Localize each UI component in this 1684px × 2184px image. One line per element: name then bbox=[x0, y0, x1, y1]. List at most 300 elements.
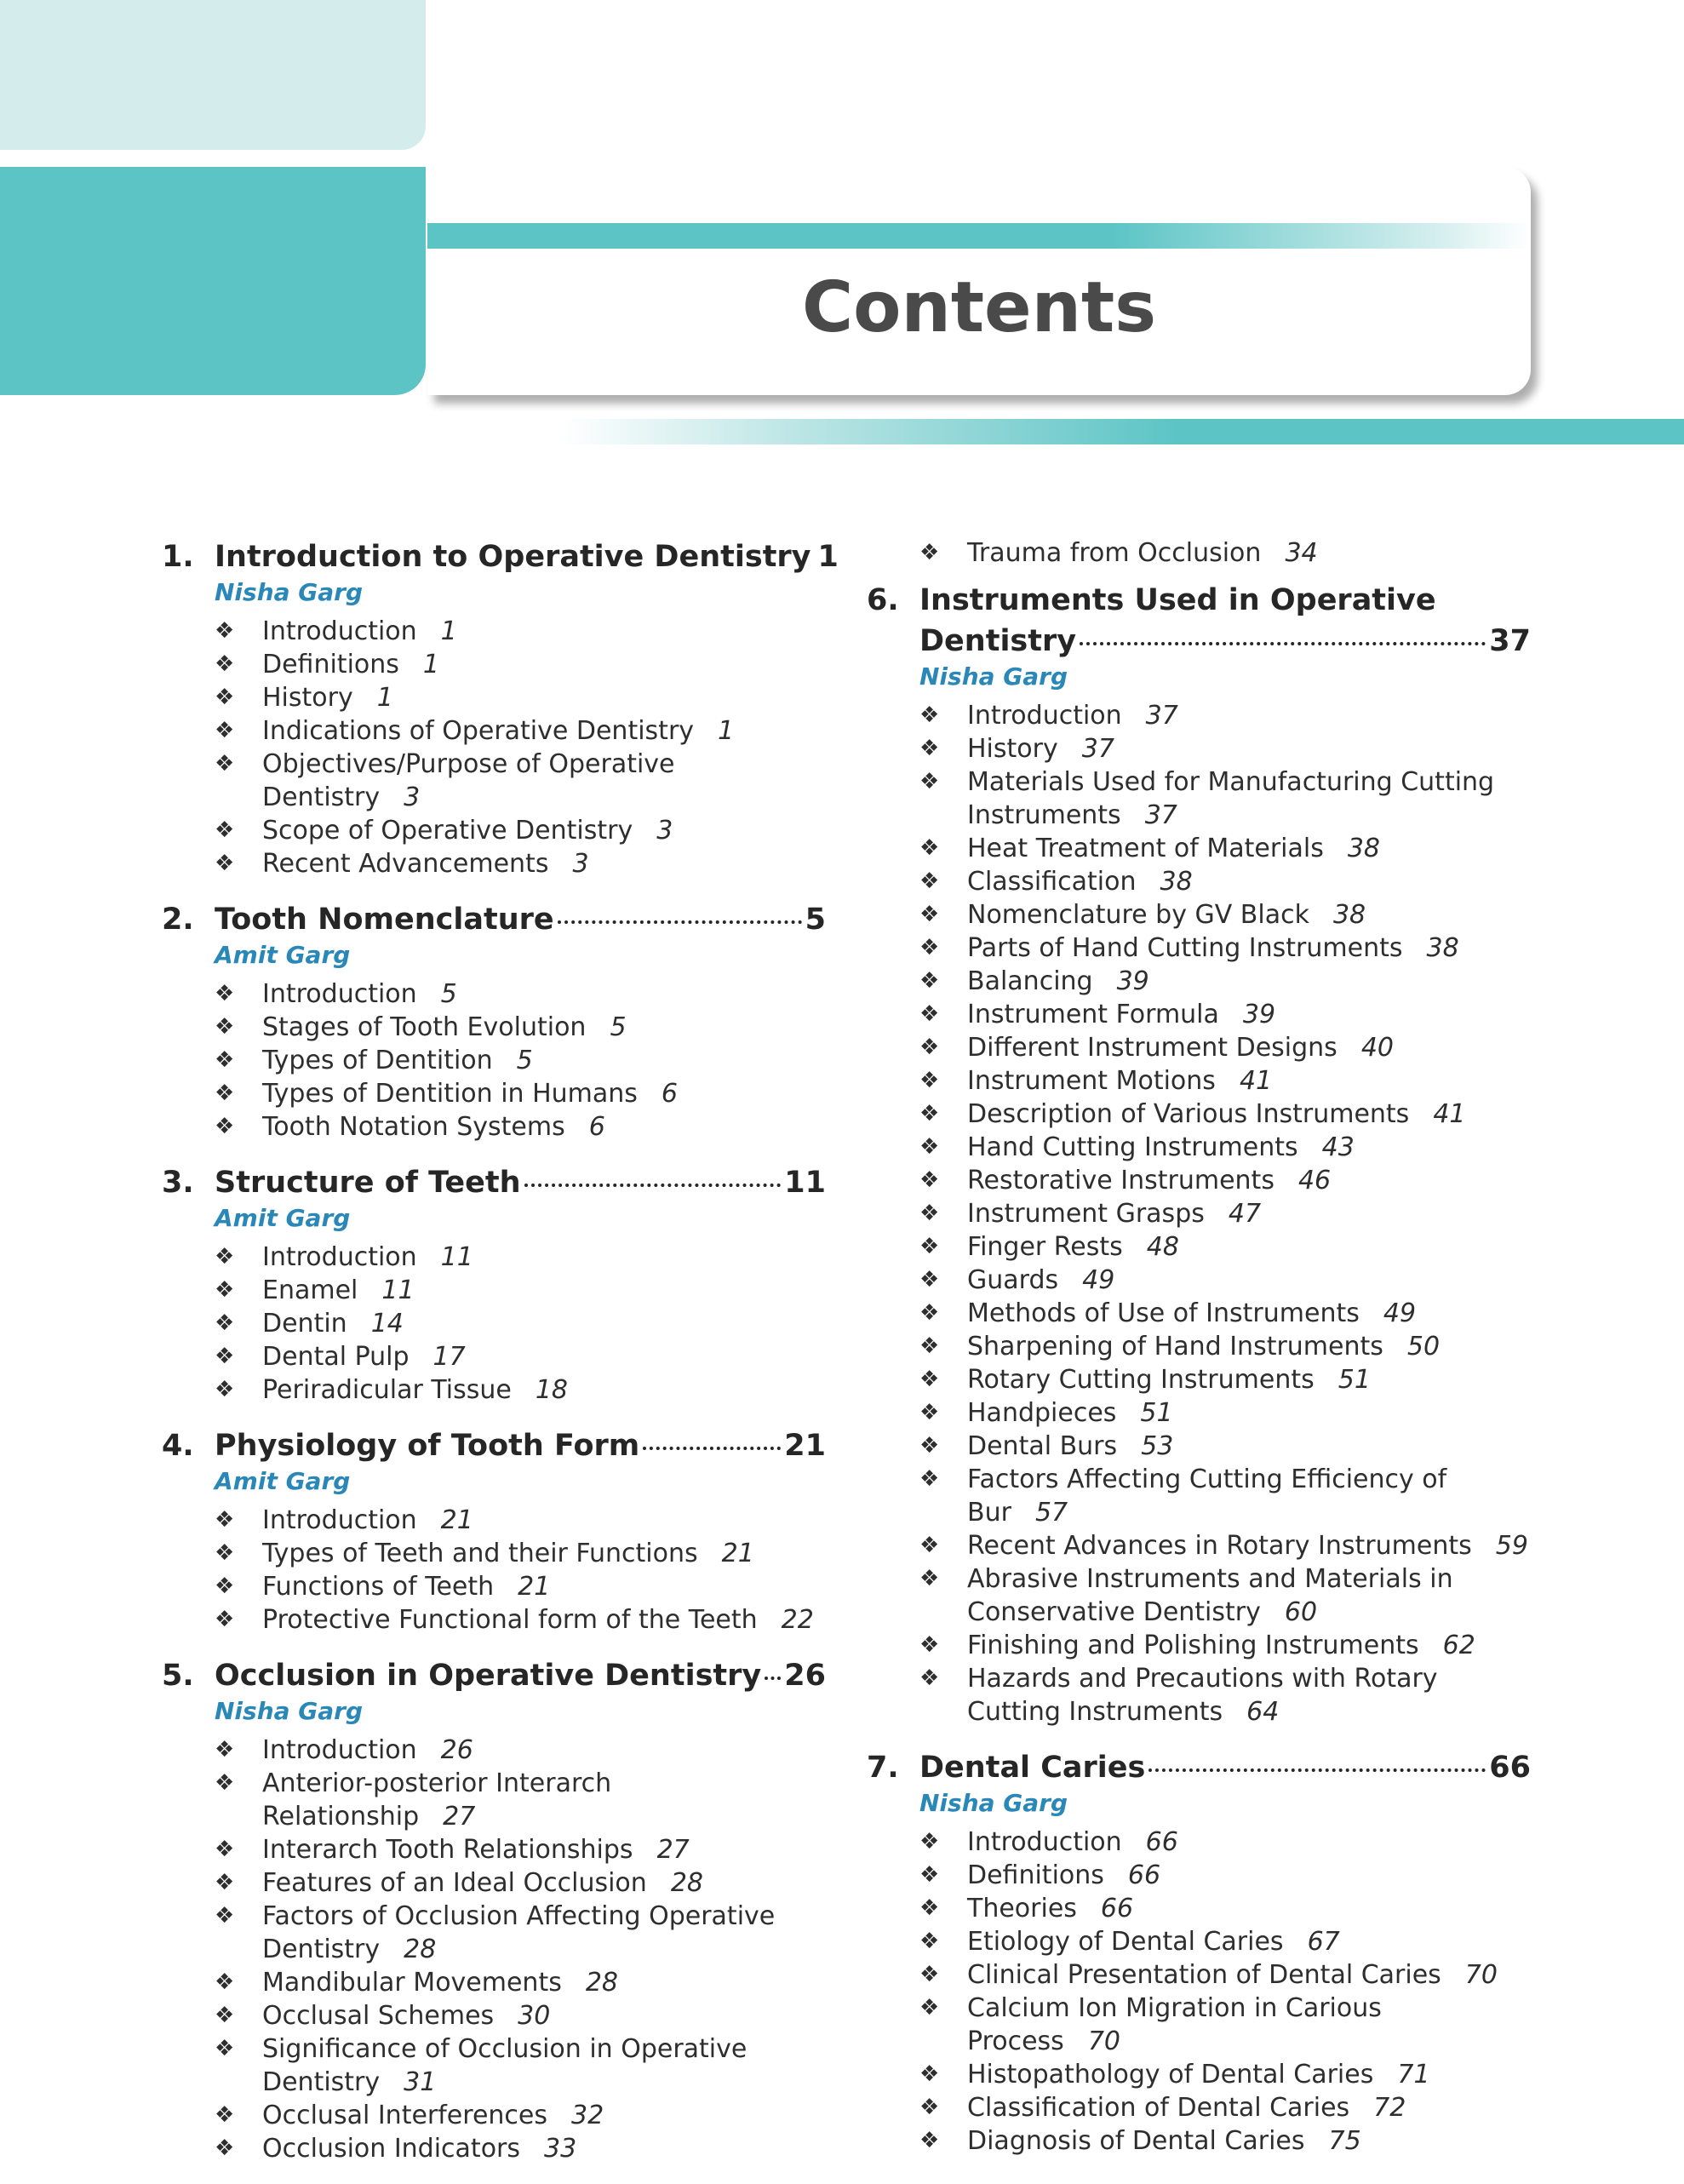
topic-title: Dental Burs bbox=[967, 1431, 1118, 1461]
toc-topic[interactable] bbox=[919, 765, 1531, 832]
topic-title: Finishing and Polishing Instruments bbox=[967, 1631, 1419, 1660]
toc-chapter bbox=[162, 1655, 826, 2165]
chapter-heading[interactable] bbox=[162, 536, 839, 577]
bullet-icon: ❖ bbox=[215, 1969, 235, 1995]
topic-page: 21 bbox=[721, 1539, 754, 1568]
chapter-number: 4. bbox=[162, 1429, 194, 1463]
topic-page: 37 bbox=[1081, 734, 1114, 764]
topic-page: 27 bbox=[443, 1802, 476, 1831]
toc-topic[interactable] bbox=[215, 1734, 826, 1767]
topic-page: 39 bbox=[1242, 1000, 1276, 1029]
leader-dots bbox=[1080, 642, 1486, 645]
bullet-icon: ❖ bbox=[919, 1995, 940, 2021]
chapter-title: Physiology of Tooth Form bbox=[215, 1429, 640, 1463]
toc-topic[interactable] bbox=[919, 1925, 1531, 1958]
chapter-title: Dental Caries bbox=[919, 1751, 1146, 1785]
leader-dots bbox=[643, 1447, 781, 1450]
decor-panel-light bbox=[0, 0, 426, 150]
chapter-heading[interactable] bbox=[867, 580, 1531, 662]
bullet-icon: ❖ bbox=[919, 736, 940, 761]
bullet-icon: ❖ bbox=[215, 1244, 235, 1270]
bullet-icon: ❖ bbox=[215, 618, 235, 644]
toc-topic[interactable] bbox=[919, 1662, 1531, 1728]
bullet-icon: ❖ bbox=[919, 1632, 940, 1658]
toc-topic[interactable] bbox=[215, 2032, 826, 2099]
bullet-icon: ❖ bbox=[919, 902, 940, 927]
topic-page: 5 bbox=[440, 979, 457, 1009]
topic-page: 51 bbox=[1337, 1365, 1371, 1395]
toc-topic[interactable] bbox=[215, 1999, 826, 2032]
topic-title: Protective Functional form of the Teeth bbox=[262, 1605, 758, 1635]
topic-title: Trauma from Occlusion bbox=[967, 538, 1262, 568]
bullet-icon: ❖ bbox=[919, 1367, 940, 1392]
bullet-icon: ❖ bbox=[919, 1101, 940, 1126]
topic-page: 3 bbox=[572, 849, 589, 879]
chapter-number: 3. bbox=[162, 1166, 194, 1200]
topic-title: Dentin bbox=[262, 1309, 347, 1338]
bullet-icon: ❖ bbox=[215, 1081, 235, 1106]
chapter-title: Occlusion in Operative Dentistry bbox=[215, 1659, 762, 1693]
topic-page: 18 bbox=[535, 1375, 568, 1405]
chapter-title: Instruments Used in Operative bbox=[919, 583, 1436, 617]
chapter-author: Amit Garg bbox=[215, 1204, 351, 1232]
toc-topic[interactable] bbox=[215, 1603, 826, 1637]
toc-topic[interactable] bbox=[919, 1098, 1531, 1131]
page-title: Contents bbox=[801, 267, 1157, 348]
bullet-icon: ❖ bbox=[919, 1895, 940, 1921]
topic-list bbox=[162, 1734, 826, 2165]
toc-topic[interactable] bbox=[215, 748, 826, 814]
topic-list bbox=[162, 1504, 826, 1637]
topic-page: 41 bbox=[1239, 1066, 1273, 1096]
toc-topic[interactable] bbox=[919, 1463, 1531, 1529]
chapter-heading[interactable] bbox=[162, 1162, 826, 1203]
toc-topic[interactable] bbox=[919, 1031, 1531, 1064]
bullet-icon: ❖ bbox=[919, 1533, 940, 1558]
bullet-icon: ❖ bbox=[919, 1962, 940, 1987]
chapter-title-cont: Dentistry bbox=[919, 624, 1077, 658]
toc-topic[interactable] bbox=[215, 1767, 826, 1833]
toc-topic[interactable] bbox=[919, 1264, 1531, 1297]
topic-page: 1 bbox=[422, 650, 439, 679]
bullet-icon: ❖ bbox=[215, 2135, 235, 2161]
chapter-heading[interactable] bbox=[867, 1747, 1531, 1788]
bullet-icon: ❖ bbox=[919, 935, 940, 960]
bullet-icon: ❖ bbox=[215, 1903, 235, 1929]
toc-topic[interactable] bbox=[919, 2091, 1531, 2124]
toc-topic[interactable] bbox=[215, 681, 826, 714]
topic-page: 32 bbox=[571, 2101, 604, 2130]
topic-title: Anterior-posterior Interarch Relationship bbox=[262, 1768, 612, 1831]
bullet-icon: ❖ bbox=[919, 702, 940, 728]
topic-title: Introduction bbox=[262, 616, 417, 646]
toc-chapter bbox=[867, 1747, 1531, 2158]
toc-topic[interactable] bbox=[919, 1396, 1531, 1430]
toc-topic[interactable] bbox=[919, 1958, 1531, 1992]
topic-title: Sharpening of Hand Instruments bbox=[967, 1332, 1383, 1361]
topic-title: Definitions bbox=[262, 650, 399, 679]
topic-title: Introduction bbox=[262, 979, 417, 1009]
leader-dots bbox=[558, 920, 802, 924]
toc-topic[interactable] bbox=[215, 1537, 826, 1570]
topic-page: 22 bbox=[781, 1605, 814, 1635]
toc-chapter bbox=[162, 1425, 826, 1637]
bullet-icon: ❖ bbox=[215, 817, 235, 843]
bullet-icon: ❖ bbox=[919, 1333, 940, 1359]
toc-topic[interactable] bbox=[215, 977, 826, 1011]
toc-topic[interactable] bbox=[215, 1373, 826, 1407]
chapter-number: 2. bbox=[162, 903, 194, 937]
topic-title: Heat Treatment of Materials bbox=[967, 834, 1324, 863]
toc-topic[interactable] bbox=[215, 2099, 826, 2132]
topic-title: Recent Advances in Rotary Instruments bbox=[967, 1531, 1472, 1561]
chapter-heading[interactable] bbox=[162, 1425, 826, 1466]
toc-topic[interactable] bbox=[919, 1164, 1531, 1197]
topic-page: 11 bbox=[440, 1242, 473, 1272]
toc-topic[interactable] bbox=[919, 898, 1531, 931]
toc-topic[interactable] bbox=[919, 699, 1531, 732]
toc-column-right bbox=[867, 536, 1531, 2176]
topic-list bbox=[867, 1826, 1531, 2158]
bullet-icon: ❖ bbox=[919, 2128, 940, 2153]
topic-page: 14 bbox=[370, 1309, 404, 1338]
topic-title: Parts of Hand Cutting Instruments bbox=[967, 933, 1403, 963]
toc-topic[interactable] bbox=[215, 714, 826, 748]
topic-page: 26 bbox=[440, 1735, 473, 1765]
topic-title: Theories bbox=[967, 1894, 1077, 1923]
topic-page: 38 bbox=[1332, 900, 1366, 930]
bullet-icon: ❖ bbox=[919, 1566, 940, 1591]
toc-topic[interactable] bbox=[215, 1900, 826, 1966]
topic-page: 66 bbox=[1127, 1860, 1161, 1890]
topic-page: 3 bbox=[656, 816, 673, 846]
toc-topic[interactable] bbox=[919, 1992, 1531, 2058]
bullet-icon: ❖ bbox=[919, 769, 940, 794]
bullet-icon: ❖ bbox=[919, 1267, 940, 1293]
toc-topic-continued[interactable] bbox=[867, 536, 1531, 570]
toc-chapter bbox=[867, 580, 1531, 1728]
chapter-page: 21 bbox=[784, 1429, 826, 1463]
topic-title: Balancing bbox=[967, 966, 1093, 996]
topic-page: 38 bbox=[1160, 867, 1193, 897]
bullet-icon: ❖ bbox=[919, 835, 940, 861]
topic-title: Hand Cutting Instruments bbox=[967, 1132, 1298, 1162]
bullet-icon: ❖ bbox=[919, 1433, 940, 1459]
toc-topic[interactable] bbox=[919, 1230, 1531, 1264]
chapter-number: 1. bbox=[162, 540, 194, 574]
toc-topic[interactable] bbox=[215, 814, 826, 847]
bullet-icon: ❖ bbox=[919, 1201, 940, 1226]
toc-topic[interactable] bbox=[919, 1330, 1531, 1363]
chapter-author: Amit Garg bbox=[215, 1467, 351, 1495]
topic-title: Periradicular Tissue bbox=[262, 1375, 512, 1405]
topic-title: Diagnosis of Dental Caries bbox=[967, 2126, 1305, 2156]
toc-topic[interactable] bbox=[215, 1307, 826, 1340]
toc-topic[interactable] bbox=[215, 1077, 826, 1110]
topic-title: Stages of Tooth Evolution bbox=[262, 1012, 587, 1042]
bullet-icon: ❖ bbox=[215, 651, 235, 677]
toc-chapter bbox=[162, 1162, 826, 1407]
topic-page: 6 bbox=[588, 1112, 605, 1142]
topic-title: Methods of Use of Instruments bbox=[967, 1298, 1360, 1328]
topic-title: Dental Pulp bbox=[262, 1342, 410, 1372]
topic-page: 53 bbox=[1141, 1431, 1174, 1461]
topic-title: Types of Dentition in Humans bbox=[262, 1079, 638, 1109]
bullet-icon: ❖ bbox=[919, 968, 940, 994]
toc-topic[interactable] bbox=[215, 1110, 826, 1144]
topic-title: Instrument Grasps bbox=[967, 1199, 1205, 1229]
topic-page: 71 bbox=[1397, 2060, 1430, 2089]
topic-page: 49 bbox=[1383, 1298, 1417, 1328]
bullet-icon: ❖ bbox=[215, 1507, 235, 1533]
topic-title: Definitions bbox=[967, 1860, 1104, 1890]
topic-list bbox=[162, 1241, 826, 1407]
toc-topic[interactable] bbox=[215, 1340, 826, 1373]
bullet-icon: ❖ bbox=[215, 1574, 235, 1599]
toc-topic[interactable] bbox=[919, 1826, 1531, 1859]
toc-topic[interactable] bbox=[215, 1833, 826, 1866]
topic-list bbox=[162, 615, 826, 880]
topic-page: 33 bbox=[544, 2134, 577, 2164]
toc-topic[interactable] bbox=[215, 1866, 826, 1900]
title-banner bbox=[427, 167, 1531, 395]
topic-page: 47 bbox=[1228, 1199, 1262, 1229]
leader-dots bbox=[765, 1677, 781, 1680]
bullet-icon: ❖ bbox=[919, 1466, 940, 1492]
topic-page: 38 bbox=[1426, 933, 1459, 963]
topic-page: 37 bbox=[1144, 800, 1177, 830]
topic-title: Mandibular Movements bbox=[262, 1968, 562, 1998]
toc-topic[interactable] bbox=[919, 1529, 1531, 1562]
topic-page: 70 bbox=[1464, 1960, 1498, 1990]
toc-topic[interactable] bbox=[919, 2058, 1531, 2091]
topic-page: 59 bbox=[1495, 1531, 1528, 1561]
topic-title: Types of Teeth and their Functions bbox=[262, 1539, 698, 1568]
topic-title: Introduction bbox=[262, 1505, 417, 1535]
topic-page: 5 bbox=[610, 1012, 627, 1042]
topic-title: Instrument Formula bbox=[967, 1000, 1219, 1029]
topic-page: 3 bbox=[404, 782, 421, 812]
bullet-icon: ❖ bbox=[215, 1837, 235, 1862]
chapter-page: 5 bbox=[805, 903, 826, 937]
toc-topic[interactable] bbox=[919, 732, 1531, 765]
toc-topic[interactable] bbox=[215, 1044, 826, 1077]
topic-title: Enamel bbox=[262, 1275, 358, 1305]
toc-topic[interactable] bbox=[215, 1274, 826, 1307]
topic-page: 28 bbox=[670, 1868, 703, 1898]
bullet-icon: ❖ bbox=[215, 1114, 235, 1139]
topic-title: Abrasive Instruments and Materials in Conservative Dentistry bbox=[967, 1564, 1453, 1627]
title-banner-stripe bbox=[427, 223, 1531, 249]
toc-topic[interactable] bbox=[919, 2124, 1531, 2158]
topic-page: 39 bbox=[1116, 966, 1149, 996]
toc-topic[interactable] bbox=[919, 1430, 1531, 1463]
topic-page: 62 bbox=[1442, 1631, 1475, 1660]
topic-title: Instrument Motions bbox=[967, 1066, 1216, 1096]
bullet-icon: ❖ bbox=[919, 2061, 940, 2087]
toc-topic[interactable] bbox=[215, 1011, 826, 1044]
topic-title: Features of an Ideal Occlusion bbox=[262, 1868, 647, 1898]
bullet-icon: ❖ bbox=[215, 1737, 235, 1763]
toc-topic[interactable] bbox=[215, 1241, 826, 1274]
toc-column-left bbox=[162, 536, 839, 2184]
chapter-heading[interactable] bbox=[162, 899, 826, 940]
chapter-number: 5. bbox=[162, 1659, 194, 1693]
topic-page: 6 bbox=[661, 1079, 678, 1109]
chapter-title: Introduction to Operative Dentistry bbox=[215, 540, 811, 574]
topic-title: Scope of Operative Dentistry bbox=[262, 816, 633, 846]
bullet-icon: ❖ bbox=[919, 1134, 940, 1160]
bullet-icon: ❖ bbox=[215, 751, 235, 777]
toc-topic[interactable] bbox=[919, 1562, 1531, 1629]
topic-page: 28 bbox=[404, 1935, 437, 1964]
topic-page: 21 bbox=[518, 1572, 551, 1602]
toc-topic[interactable] bbox=[919, 1892, 1531, 1925]
bullet-icon: ❖ bbox=[215, 981, 235, 1006]
toc-topic[interactable] bbox=[215, 847, 826, 880]
bullet-icon: ❖ bbox=[215, 718, 235, 743]
topic-title: Types of Dentition bbox=[262, 1046, 493, 1075]
topic-page: 31 bbox=[404, 2067, 437, 2097]
toc-topic[interactable] bbox=[919, 1859, 1531, 1892]
topic-page: 75 bbox=[1328, 2126, 1361, 2156]
bullet-icon: ❖ bbox=[215, 2102, 235, 2128]
leader-dots bbox=[1148, 1768, 1486, 1772]
toc-topic[interactable] bbox=[919, 1363, 1531, 1396]
bullet-icon: ❖ bbox=[215, 851, 235, 876]
topic-page: 43 bbox=[1321, 1132, 1355, 1162]
topic-page: 41 bbox=[1433, 1099, 1466, 1129]
topic-title: Nomenclature by GV Black bbox=[967, 900, 1309, 930]
bullet-icon: ❖ bbox=[215, 1540, 235, 1566]
topic-page: 1 bbox=[376, 683, 393, 713]
toc-topic[interactable] bbox=[215, 615, 826, 648]
toc-topic[interactable] bbox=[215, 2132, 826, 2165]
topic-title: Introduction bbox=[262, 1242, 417, 1272]
topic-page: 11 bbox=[381, 1275, 415, 1305]
bullet-icon: ❖ bbox=[919, 1068, 940, 1093]
toc-topic[interactable] bbox=[919, 965, 1531, 998]
chapter-number: 7. bbox=[867, 1751, 899, 1785]
bullet-icon: ❖ bbox=[919, 1665, 940, 1691]
toc-topic[interactable] bbox=[919, 1064, 1531, 1098]
topic-title: Recent Advancements bbox=[262, 849, 549, 879]
bullet-icon: ❖ bbox=[215, 1014, 235, 1040]
topic-page: 50 bbox=[1406, 1332, 1441, 1361]
chapter-heading[interactable] bbox=[162, 1655, 826, 1696]
bullet-icon: ❖ bbox=[919, 1035, 940, 1060]
toc-topic[interactable] bbox=[919, 998, 1531, 1031]
toc-topic[interactable] bbox=[919, 832, 1531, 865]
toc-chapter bbox=[162, 899, 826, 1144]
toc-topic[interactable] bbox=[215, 648, 826, 681]
topic-title: Rotary Cutting Instruments bbox=[967, 1365, 1315, 1395]
bullet-icon: ❖ bbox=[919, 868, 940, 894]
toc-topic[interactable] bbox=[215, 1504, 826, 1537]
toc-topic[interactable] bbox=[919, 1131, 1531, 1164]
bullet-icon: ❖ bbox=[215, 2003, 235, 2028]
toc-chapter bbox=[162, 536, 839, 880]
bullet-icon: ❖ bbox=[215, 1277, 235, 1303]
toc-topic[interactable] bbox=[215, 1966, 826, 1999]
topic-page: 60 bbox=[1284, 1597, 1318, 1627]
topic-page: 48 bbox=[1146, 1232, 1179, 1262]
toc-topic[interactable] bbox=[919, 1629, 1531, 1662]
topic-page: 67 bbox=[1307, 1927, 1340, 1957]
bullet-icon: ❖ bbox=[215, 1607, 235, 1632]
decor-panel-teal bbox=[0, 167, 426, 395]
chapter-author: Amit Garg bbox=[215, 941, 351, 969]
toc-topic[interactable] bbox=[919, 865, 1531, 898]
bullet-icon: ❖ bbox=[215, 1310, 235, 1336]
topic-title: History bbox=[262, 683, 353, 713]
topic-title: Factors of Occlusion Affecting Operative Dentistry bbox=[262, 1901, 776, 1964]
decor-bar bbox=[562, 419, 1684, 444]
chapter-author: Nisha Garg bbox=[215, 1697, 364, 1725]
topic-title: Handpieces bbox=[967, 1398, 1117, 1428]
topic-title: Objectives/Purpose of Operative Dentistry bbox=[262, 749, 675, 812]
toc-topic[interactable] bbox=[919, 1297, 1531, 1330]
bullet-icon: ❖ bbox=[919, 1001, 940, 1027]
chapter-page: 66 bbox=[1489, 1751, 1531, 1785]
topic-page: 27 bbox=[656, 1835, 690, 1865]
bullet-icon: ❖ bbox=[215, 1870, 235, 1895]
leader-dots bbox=[524, 1184, 782, 1187]
chapter-number: 6. bbox=[867, 583, 899, 617]
topic-title: Different Instrument Designs bbox=[967, 1033, 1337, 1063]
toc-topic[interactable] bbox=[919, 1197, 1531, 1230]
toc-topic[interactable] bbox=[919, 931, 1531, 965]
topic-title: Factors Affecting Cutting Efficiency of Bur bbox=[967, 1465, 1447, 1528]
chapter-title: Tooth Nomenclature bbox=[215, 903, 554, 937]
topic-title: Tooth Notation Systems bbox=[262, 1112, 565, 1142]
topic-page: 40 bbox=[1360, 1033, 1394, 1063]
topic-page: 66 bbox=[1145, 1827, 1178, 1857]
topic-title: Occlusal Interferences bbox=[262, 2101, 547, 2130]
topic-page: 57 bbox=[1034, 1498, 1068, 1528]
topic-page: 37 bbox=[1145, 701, 1178, 731]
topic-page: 30 bbox=[518, 2001, 551, 2031]
topic-list bbox=[867, 699, 1531, 1728]
topic-title: Introduction bbox=[967, 1827, 1122, 1857]
topic-title: Introduction bbox=[967, 701, 1122, 731]
topic-title: Hazards and Precautions with Rotary Cutting Instruments bbox=[967, 1664, 1438, 1727]
chapter-author: Nisha Garg bbox=[919, 1789, 1068, 1817]
chapter-page: 1 bbox=[817, 540, 839, 574]
chapter-page: 37 bbox=[1489, 624, 1531, 658]
chapter-page: 11 bbox=[784, 1166, 826, 1200]
topic-page: 66 bbox=[1100, 1894, 1134, 1923]
toc-topic[interactable] bbox=[215, 1570, 826, 1603]
topic-page: 1 bbox=[718, 716, 735, 746]
topic-title: Finger Rests bbox=[967, 1232, 1123, 1262]
topic-page: 38 bbox=[1347, 834, 1381, 863]
topic-page: 34 bbox=[1285, 538, 1318, 568]
topic-page: 46 bbox=[1297, 1166, 1332, 1195]
topic-page: 49 bbox=[1082, 1265, 1115, 1295]
bullet-icon: ❖ bbox=[919, 1234, 940, 1259]
bullet-icon: ❖ bbox=[919, 1862, 940, 1888]
bullet-icon: ❖ bbox=[919, 1167, 940, 1193]
bullet-icon: ❖ bbox=[215, 685, 235, 710]
bullet-icon: ❖ bbox=[919, 1829, 940, 1854]
topic-title: Functions of Teeth bbox=[262, 1572, 495, 1602]
bullet-icon: ❖ bbox=[919, 1929, 940, 1954]
bullet-icon: ❖ bbox=[215, 1377, 235, 1402]
topic-title: Occlusal Schemes bbox=[262, 2001, 495, 2031]
topic-page: 1 bbox=[440, 616, 457, 646]
topic-page: 51 bbox=[1140, 1398, 1173, 1428]
